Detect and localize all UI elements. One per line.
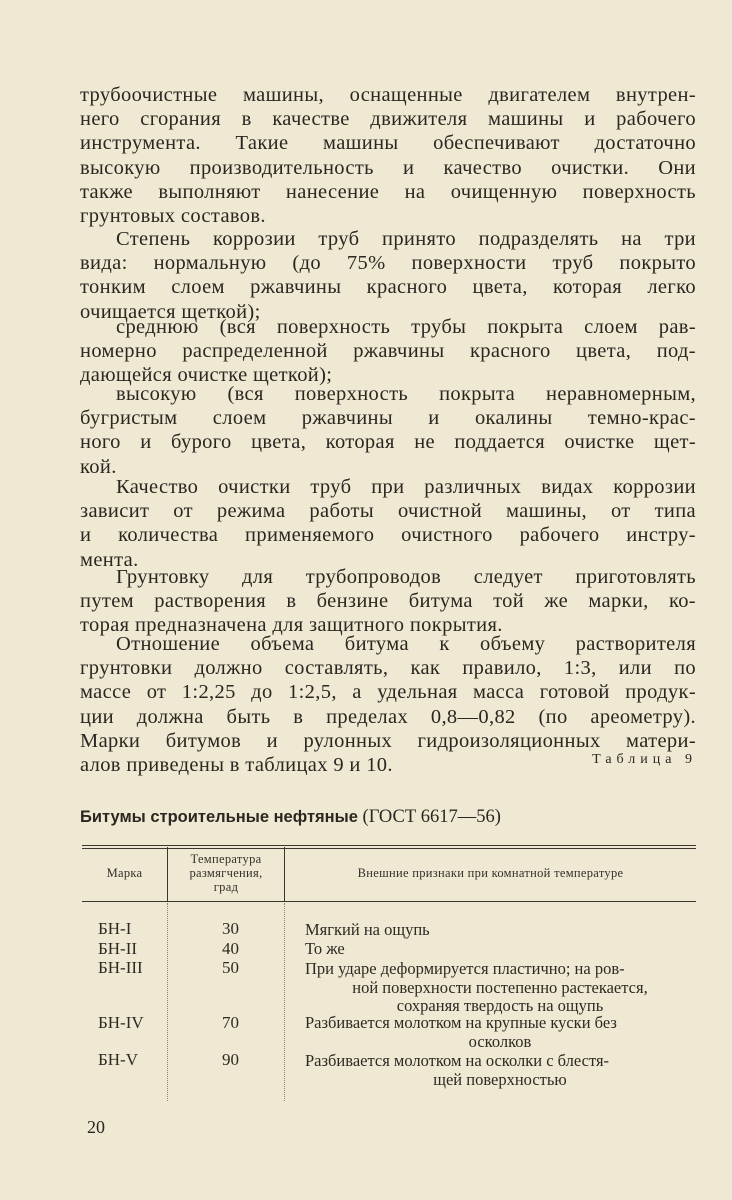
column-header-line: Температура [190,852,262,866]
paragraph-3 [80,315,696,388]
text-line: очищается щеткой); [80,300,261,323]
table-caption [80,807,696,828]
description-line: щей поверхностью [433,1069,567,1089]
description-line: сохраняя твердость на ощупь [396,996,604,1015]
paragraph-2 [80,227,696,324]
text-line: высокую (вся поверхность покрыта неравномерным, [116,383,696,405]
table-cell-temperature: 90 [222,1050,239,1069]
text-line: дающейся очистке щеткой); [80,364,333,387]
table-caption-title: Битумы строительные нефтяные [80,808,358,826]
text-line: Грунтовку для трубопроводов следует приготовлять [116,566,696,588]
text-line: Степень коррозии труб принято подразделять на три [116,228,696,250]
table-cell-mark: БН-IV [98,1013,144,1032]
text-line: также выполняют нанесение на очищенную поверхность [80,180,696,203]
text-line: мента. [80,548,139,571]
table-cell-temperature: 40 [222,939,239,958]
text-line: тонким слоем ржавчины красного цвета, которая легко [80,276,696,299]
text-line: Марки битумов и рулонных гидроизоляционных матери- [80,729,696,752]
text-line: зависит от режима работы очистной машины, от типа [80,500,696,523]
table-cell-mark: БН-I [98,919,132,938]
text-line: ции должна быть в пределах 0,8—0,82 (по ареометру). [80,705,696,728]
text-line: и количества применяемого очистного рабочего инстру- [80,524,696,547]
table-cell-temperature: 50 [222,958,239,977]
paragraph-5 [80,475,696,572]
table-cell-description [305,1014,695,1051]
description-line: Разбивается молотком на осколки с блестя- [305,1051,610,1070]
table-header-rule [82,901,696,902]
description-line: При ударе деформируется пластично; на ров- [305,959,625,978]
text-line: высокую производительность и качество очистки. Они [80,156,696,179]
table-cell-mark: БН-III [98,958,143,977]
text-line: грунтовки должно составлять, как правило, 1:3, или по [80,657,696,680]
column-header-line: град [213,880,239,894]
text-line: трубоочистные машины, оснащенные двигателем внутрен- [80,84,696,106]
description-line: осколков [468,1031,532,1051]
table-cell-mark: БН-V [98,1050,138,1069]
column-header-mark: Марка [106,866,143,880]
text-line: среднюю (вся поверхность трубы покрыта слоем рав- [116,316,696,338]
table-cell-temperature: 70 [222,1013,239,1032]
text-line: ного и бурого цвета, которая не поддается очистке щет- [80,431,696,454]
paragraph-4 [80,382,696,479]
text-line: бугристым слоем ржавчины и окалины темно-крас- [80,407,696,430]
description-line: Разбивается молотком на крупные куски без [305,1013,617,1032]
text-line: Качество очистки труб при различных видах коррозии [116,476,696,498]
table-body-divider [284,903,285,1101]
table-cell-mark: БН-II [98,939,138,958]
column-header-line: размягчения, [189,866,263,880]
description-line: ной поверхности постепенно растекается, [352,977,648,997]
text-line: номерно распределенной ржавчины красного цвета, под- [80,340,696,363]
text-line: грунтовых составов. [80,205,266,228]
text-line: него сгорания в качестве движителя машины и рабочего [80,108,696,131]
table-top-rule [82,845,696,846]
table-cell-description [305,1052,695,1089]
description-line: Мягкий на ощупь [305,920,430,939]
table-cell-description [305,960,695,1016]
text-line: инструмента. Такие машины обеспечивают достаточно [80,132,696,155]
text-line: алов приведены в таблицах 9 и 10. [80,754,393,777]
table-top-rule-inner [82,848,696,849]
table-cell-description [305,921,695,940]
table-caption-standard: (ГОСТ 6617—56) [357,807,501,827]
paragraph-6 [80,565,696,638]
table-number-label: Таблица 9 [592,752,697,767]
column-header-temperature [168,852,284,894]
text-line: торая предназначена для защитного покрытия. [80,614,503,637]
text-line: путем растворения в бензине битума той же марки, ко- [80,590,696,613]
text-line: массе от 1:2,25 до 1:2,5, а удельная масса готовой продук- [80,681,696,704]
text-line: кой. [80,455,117,478]
table-cell-temperature: 30 [222,919,239,938]
text-line: вида: нормальную (до 75% поверхности труб покрыто [80,252,696,275]
column-header-description: Внешние признаки при комнатной температуре [357,866,624,880]
text-line: Отношение объема битума к объему растворителя [116,633,696,655]
description-line: То же [305,939,345,958]
page-number: 20 [87,1117,105,1137]
table-cell-description [305,940,695,959]
paragraph-1 [80,83,696,228]
